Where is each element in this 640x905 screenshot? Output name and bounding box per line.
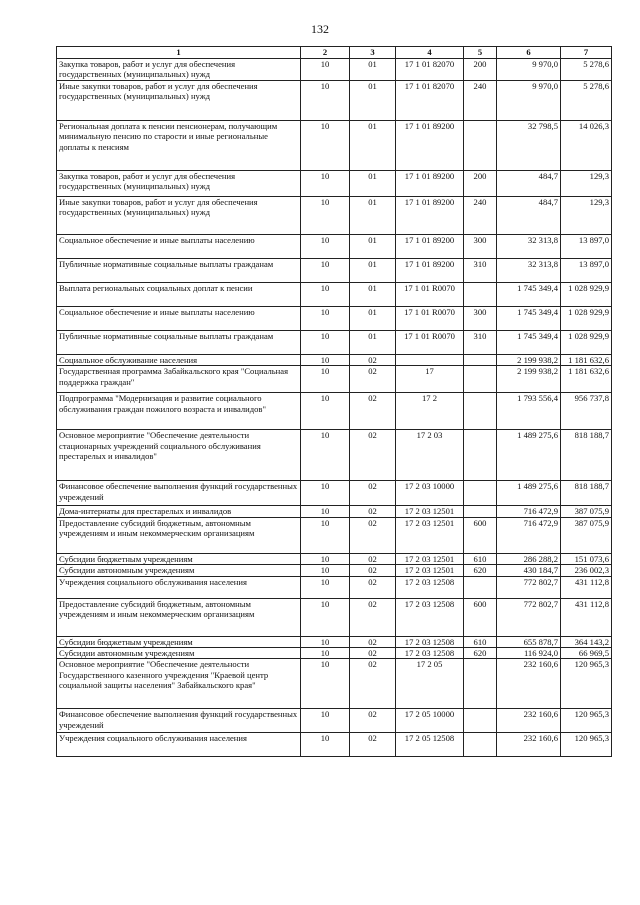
amount-plan-cell: 9 970,0 xyxy=(497,59,561,81)
subsection-cell: 02 xyxy=(350,598,396,636)
amount-actual-cell: 1 028 929,9 xyxy=(561,307,612,331)
expense-type-cell: 240 xyxy=(464,197,497,235)
subsection-cell: 02 xyxy=(350,553,396,564)
target-article-cell: 17 2 03 12501 xyxy=(396,565,464,576)
expense-type-cell xyxy=(464,121,497,171)
table-row xyxy=(57,506,612,517)
section-cell: 10 xyxy=(301,393,350,430)
expense-type-cell xyxy=(464,659,497,709)
amount-plan-cell: 232 160,6 xyxy=(497,659,561,709)
amount-plan-cell: 1 489 275,6 xyxy=(497,430,561,481)
section-cell: 10 xyxy=(301,235,350,259)
target-article-cell: 17 2 03 12508 xyxy=(396,576,464,598)
row-name-cell: Публичные нормативные социальные выплаты гражданам xyxy=(57,259,301,283)
expense-type-cell: 200 xyxy=(464,59,497,81)
subsection-cell: 01 xyxy=(350,259,396,283)
row-name-cell: Учреждения социального обслуживания населения xyxy=(57,576,301,598)
amount-plan-cell: 32 313,8 xyxy=(497,235,561,259)
table-row xyxy=(57,576,612,598)
subsection-cell: 02 xyxy=(350,576,396,598)
amount-actual-cell: 431 112,8 xyxy=(561,576,612,598)
section-cell: 10 xyxy=(301,283,350,307)
row-name-cell: Основное мероприятие "Обеспечение деятельности Государственного казенного учреждения "Краевой центр социальной защиты населения" Забайкальского края" xyxy=(57,659,301,709)
section-cell: 10 xyxy=(301,565,350,576)
amount-actual-cell: 818 188,7 xyxy=(561,430,612,481)
subsection-cell: 01 xyxy=(350,283,396,307)
subsection-cell: 01 xyxy=(350,331,396,355)
table-row xyxy=(57,331,612,355)
amount-plan-cell: 32 313,8 xyxy=(497,259,561,283)
section-cell: 10 xyxy=(301,121,350,171)
row-name-cell: Субсидии бюджетным учреждениям xyxy=(57,636,301,647)
table-row xyxy=(57,59,612,81)
row-name-cell: Финансовое обеспечение выполнения функций государственных учреждений xyxy=(57,709,301,733)
target-article-cell: 17 2 03 xyxy=(396,430,464,481)
amount-plan-cell: 655 878,7 xyxy=(497,636,561,647)
expense-type-cell xyxy=(464,506,497,517)
amount-actual-cell: 236 002,3 xyxy=(561,565,612,576)
page-number: 132 xyxy=(311,22,329,36)
expense-type-cell: 240 xyxy=(464,81,497,121)
amount-plan-cell: 430 184,7 xyxy=(497,565,561,576)
target-article-cell: 17 1 01 R0070 xyxy=(396,283,464,307)
expense-type-cell xyxy=(464,366,497,393)
amount-plan-cell: 286 288,2 xyxy=(497,553,561,564)
target-article-cell: 17 2 03 12501 xyxy=(396,553,464,564)
row-name-cell: Предоставление субсидий бюджетным, автономным учреждениям и иным некоммерческим организациям xyxy=(57,598,301,636)
target-article-cell: 17 1 01 R0070 xyxy=(396,331,464,355)
expense-type-cell: 300 xyxy=(464,235,497,259)
target-article-cell: 17 2 xyxy=(396,393,464,430)
table-row xyxy=(57,355,612,366)
amount-plan-cell: 9 970,0 xyxy=(497,81,561,121)
target-article-cell: 17 2 03 12508 xyxy=(396,648,464,659)
amount-actual-cell: 1 181 632,6 xyxy=(561,366,612,393)
target-article-cell: 17 2 05 12508 xyxy=(396,733,464,757)
amount-plan-cell: 1 793 556,4 xyxy=(497,393,561,430)
row-name-cell: Закупка товаров, работ и услуг для обеспечения государственных (муниципальных) нужд xyxy=(57,171,301,197)
target-article-cell: 17 2 05 10000 xyxy=(396,709,464,733)
section-cell: 10 xyxy=(301,355,350,366)
amount-plan-cell: 1 745 349,4 xyxy=(497,283,561,307)
amount-plan-cell: 772 802,7 xyxy=(497,576,561,598)
section-cell: 10 xyxy=(301,59,350,81)
target-article-cell: 17 1 01 89200 xyxy=(396,197,464,235)
subsection-cell: 01 xyxy=(350,121,396,171)
target-article-cell: 17 1 01 89200 xyxy=(396,259,464,283)
table-row xyxy=(57,517,612,553)
amount-actual-cell: 151 073,6 xyxy=(561,553,612,564)
target-article-cell: 17 2 03 10000 xyxy=(396,481,464,506)
expense-type-cell: 610 xyxy=(464,553,497,564)
subsection-cell: 02 xyxy=(350,506,396,517)
target-article-cell: 17 2 05 xyxy=(396,659,464,709)
section-cell: 10 xyxy=(301,366,350,393)
expense-type-cell: 310 xyxy=(464,331,497,355)
section-cell: 10 xyxy=(301,506,350,517)
target-article-cell: 17 1 01 R0070 xyxy=(396,307,464,331)
expense-type-cell xyxy=(464,283,497,307)
section-cell: 10 xyxy=(301,733,350,757)
row-name-cell: Социальное обеспечение и иные выплаты населению xyxy=(57,307,301,331)
subsection-cell: 02 xyxy=(350,481,396,506)
amount-plan-cell: 1 745 349,4 xyxy=(497,331,561,355)
amount-plan-cell: 32 798,5 xyxy=(497,121,561,171)
row-name-cell: Выплата региональных социальных доплат к пенсии xyxy=(57,283,301,307)
table-row xyxy=(57,636,612,647)
subsection-cell: 01 xyxy=(350,235,396,259)
row-name-cell: Социальное обслуживание населения xyxy=(57,355,301,366)
expense-type-cell xyxy=(464,733,497,757)
section-cell: 10 xyxy=(301,259,350,283)
table-row xyxy=(57,81,612,121)
table-row xyxy=(57,709,612,733)
amount-actual-cell: 1 181 632,6 xyxy=(561,355,612,366)
subsection-cell: 02 xyxy=(350,733,396,757)
subsection-cell: 02 xyxy=(350,393,396,430)
table-row xyxy=(57,235,612,259)
table-row xyxy=(57,259,612,283)
amount-plan-cell: 232 160,6 xyxy=(497,709,561,733)
table-row xyxy=(57,648,612,659)
section-cell: 10 xyxy=(301,307,350,331)
expense-type-cell: 310 xyxy=(464,259,497,283)
row-name-cell: Основное мероприятие "Обеспечение деятельности стационарных учреждений социального обслуживания престарелых и инвалидов" xyxy=(57,430,301,481)
expense-type-cell xyxy=(464,355,497,366)
target-article-cell: 17 2 03 12508 xyxy=(396,636,464,647)
row-name-cell: Иные закупки товаров, работ и услуг для обеспечения государственных (муниципальных) нужд xyxy=(57,197,301,235)
expense-type-cell: 610 xyxy=(464,636,497,647)
amount-actual-cell: 129,3 xyxy=(561,197,612,235)
header-cell: 2 xyxy=(301,47,350,59)
amount-plan-cell: 484,7 xyxy=(497,197,561,235)
header-row xyxy=(57,47,612,59)
amount-actual-cell: 120 965,3 xyxy=(561,709,612,733)
row-name-cell: Государственная программа Забайкальского края "Социальная поддержка граждан" xyxy=(57,366,301,393)
section-cell: 10 xyxy=(301,81,350,121)
row-name-cell: Социальное обеспечение и иные выплаты населению xyxy=(57,235,301,259)
section-cell: 10 xyxy=(301,648,350,659)
row-name-cell: Финансовое обеспечение выполнения функций государственных учреждений xyxy=(57,481,301,506)
amount-actual-cell: 431 112,8 xyxy=(561,598,612,636)
expense-type-cell xyxy=(464,709,497,733)
row-name-cell: Закупка товаров, работ и услуг для обеспечения государственных (муниципальных) нужд xyxy=(57,59,301,81)
amount-actual-cell: 66 969,5 xyxy=(561,648,612,659)
row-name-cell: Предоставление субсидий бюджетным, автономным учреждениям и иным некоммерческим организациям xyxy=(57,517,301,553)
amount-actual-cell: 1 028 929,9 xyxy=(561,331,612,355)
row-name-cell: Субсидии автономным учреждениям xyxy=(57,565,301,576)
subsection-cell: 02 xyxy=(350,355,396,366)
amount-actual-cell: 387 075,9 xyxy=(561,506,612,517)
section-cell: 10 xyxy=(301,517,350,553)
row-name-cell: Субсидии бюджетным учреждениям xyxy=(57,553,301,564)
subsection-cell: 01 xyxy=(350,81,396,121)
row-name-cell: Иные закупки товаров, работ и услуг для обеспечения государственных (муниципальных) нужд xyxy=(57,81,301,121)
amount-actual-cell: 387 075,9 xyxy=(561,517,612,553)
table-row xyxy=(57,598,612,636)
target-article-cell: 17 1 01 89200 xyxy=(396,235,464,259)
expense-type-cell xyxy=(464,576,497,598)
table-row xyxy=(57,565,612,576)
budget-table xyxy=(56,46,612,757)
target-article-cell xyxy=(396,355,464,366)
row-name-cell: Региональная доплата к пенсии пенсионерам, получающим минимальную пенсию по старости и иные региональные доплаты к пенсиям xyxy=(57,121,301,171)
expense-type-cell: 620 xyxy=(464,565,497,576)
table-row xyxy=(57,393,612,430)
amount-actual-cell: 13 897,0 xyxy=(561,259,612,283)
subsection-cell: 02 xyxy=(350,636,396,647)
table-row xyxy=(57,430,612,481)
subsection-cell: 01 xyxy=(350,197,396,235)
amount-actual-cell: 120 965,3 xyxy=(561,659,612,709)
amount-plan-cell: 116 924,0 xyxy=(497,648,561,659)
section-cell: 10 xyxy=(301,197,350,235)
subsection-cell: 02 xyxy=(350,659,396,709)
amount-plan-cell: 2 199 938,2 xyxy=(497,355,561,366)
section-cell: 10 xyxy=(301,481,350,506)
subsection-cell: 01 xyxy=(350,307,396,331)
target-article-cell: 17 2 03 12508 xyxy=(396,598,464,636)
expense-type-cell xyxy=(464,430,497,481)
table-row xyxy=(57,553,612,564)
table-row xyxy=(57,733,612,757)
expense-type-cell: 600 xyxy=(464,598,497,636)
section-cell: 10 xyxy=(301,331,350,355)
header-cell: 4 xyxy=(396,47,464,59)
amount-plan-cell: 2 199 938,2 xyxy=(497,366,561,393)
header-cell: 5 xyxy=(464,47,497,59)
table-row xyxy=(57,121,612,171)
amount-actual-cell: 1 028 929,9 xyxy=(561,283,612,307)
target-article-cell: 17 2 03 12501 xyxy=(396,517,464,553)
target-article-cell: 17 1 01 89200 xyxy=(396,121,464,171)
amount-actual-cell: 5 278,6 xyxy=(561,59,612,81)
subsection-cell: 02 xyxy=(350,430,396,481)
section-cell: 10 xyxy=(301,430,350,481)
section-cell: 10 xyxy=(301,553,350,564)
header-cell: 1 xyxy=(57,47,301,59)
amount-plan-cell: 716 472,9 xyxy=(497,506,561,517)
target-article-cell: 17 1 01 82070 xyxy=(396,81,464,121)
subsection-cell: 02 xyxy=(350,565,396,576)
subsection-cell: 02 xyxy=(350,517,396,553)
amount-plan-cell: 1 745 349,4 xyxy=(497,307,561,331)
target-article-cell: 17 1 01 82070 xyxy=(396,59,464,81)
table-row xyxy=(57,366,612,393)
target-article-cell: 17 2 03 12501 xyxy=(396,506,464,517)
section-cell: 10 xyxy=(301,576,350,598)
row-name-cell: Подпрограмма "Модернизация и развитие социального обслуживания граждан пожилого возраста и инвалидов" xyxy=(57,393,301,430)
amount-plan-cell: 716 472,9 xyxy=(497,517,561,553)
expense-type-cell xyxy=(464,393,497,430)
amount-actual-cell: 13 897,0 xyxy=(561,235,612,259)
amount-actual-cell: 5 278,6 xyxy=(561,81,612,121)
amount-plan-cell: 484,7 xyxy=(497,171,561,197)
amount-actual-cell: 956 737,8 xyxy=(561,393,612,430)
header-cell: 3 xyxy=(350,47,396,59)
section-cell: 10 xyxy=(301,636,350,647)
table-row xyxy=(57,307,612,331)
amount-actual-cell: 818 188,7 xyxy=(561,481,612,506)
header-cell: 6 xyxy=(497,47,561,59)
table-row xyxy=(57,659,612,709)
amount-actual-cell: 364 143,2 xyxy=(561,636,612,647)
row-name-cell: Учреждения социального обслуживания населения xyxy=(57,733,301,757)
table-row xyxy=(57,481,612,506)
expense-type-cell xyxy=(464,481,497,506)
subsection-cell: 01 xyxy=(350,171,396,197)
section-cell: 10 xyxy=(301,598,350,636)
target-article-cell: 17 xyxy=(396,366,464,393)
amount-plan-cell: 232 160,6 xyxy=(497,733,561,757)
row-name-cell: Публичные нормативные социальные выплаты гражданам xyxy=(57,331,301,355)
subsection-cell: 02 xyxy=(350,709,396,733)
amount-plan-cell: 772 802,7 xyxy=(497,598,561,636)
section-cell: 10 xyxy=(301,709,350,733)
table-row xyxy=(57,171,612,197)
row-name-cell: Субсидии автономным учреждениям xyxy=(57,648,301,659)
expense-type-cell: 300 xyxy=(464,307,497,331)
expense-type-cell: 620 xyxy=(464,648,497,659)
header-cell: 7 xyxy=(561,47,612,59)
subsection-cell: 02 xyxy=(350,648,396,659)
subsection-cell: 01 xyxy=(350,59,396,81)
amount-actual-cell: 14 026,3 xyxy=(561,121,612,171)
expense-type-cell: 200 xyxy=(464,171,497,197)
section-cell: 10 xyxy=(301,659,350,709)
target-article-cell: 17 1 01 89200 xyxy=(396,171,464,197)
amount-actual-cell: 129,3 xyxy=(561,171,612,197)
amount-actual-cell: 120 965,3 xyxy=(561,733,612,757)
subsection-cell: 02 xyxy=(350,366,396,393)
section-cell: 10 xyxy=(301,171,350,197)
table-row xyxy=(57,197,612,235)
row-name-cell: Дома-интернаты для престарелых и инвалидов xyxy=(57,506,301,517)
table-row xyxy=(57,283,612,307)
expense-type-cell: 600 xyxy=(464,517,497,553)
amount-plan-cell: 1 489 275,6 xyxy=(497,481,561,506)
